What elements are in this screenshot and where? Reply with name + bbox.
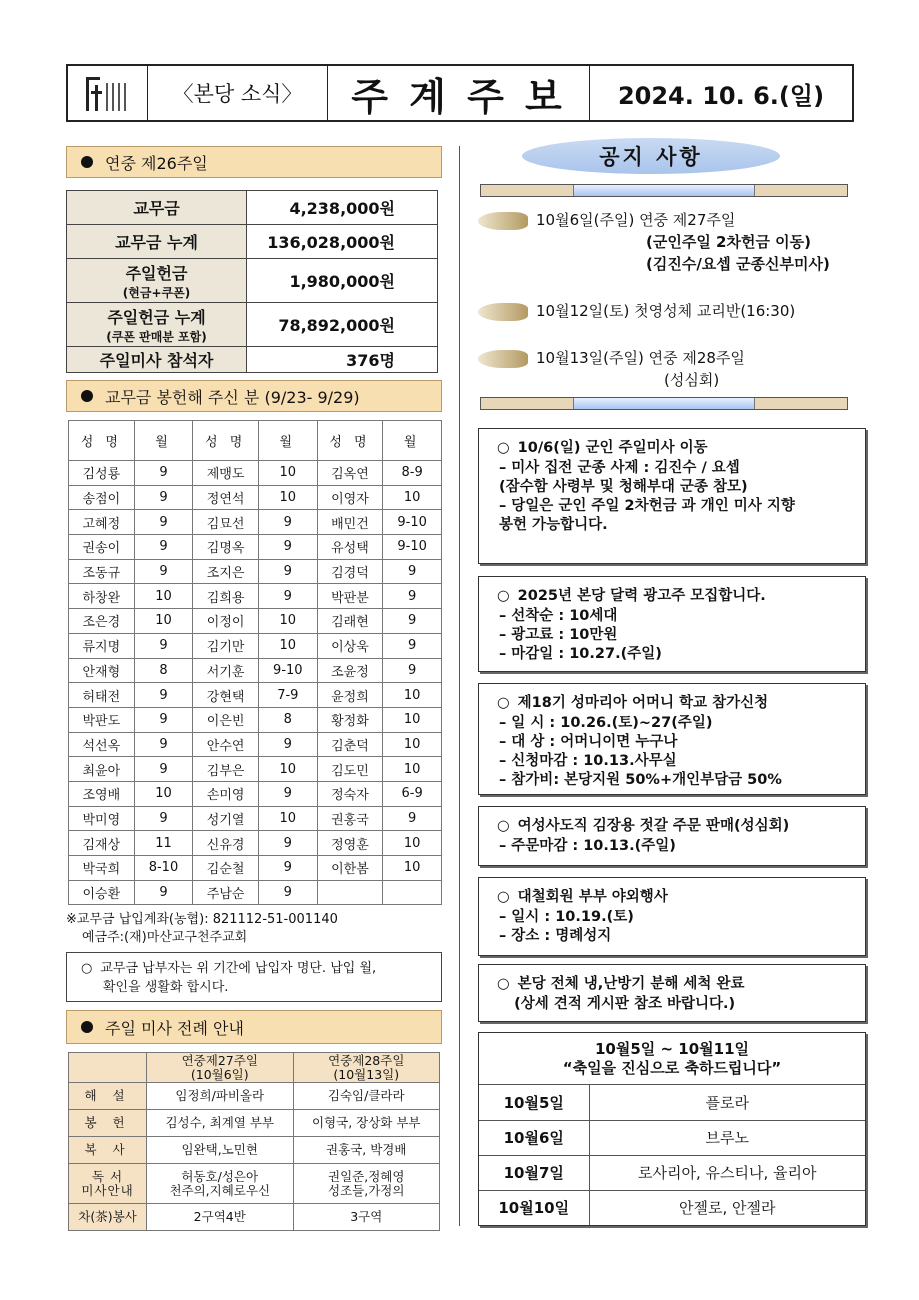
finance-label: 교무금 [67, 191, 247, 225]
donor-name: 조지은 [193, 559, 259, 584]
notice-box-item: – 참가비: 본당지원 50%+개인부담금 50% [499, 772, 782, 788]
donor-row [69, 781, 442, 806]
notice-box-item: – 주문마감 : 10.13.(주일) [499, 838, 676, 854]
donor-name: 송점이 [69, 485, 135, 510]
liturgy-cell: 2구역4반 [147, 1204, 294, 1231]
donor-name: 김명옥 [193, 535, 259, 560]
donor-name: 김옥연 [317, 461, 383, 486]
donor-name: 김경덕 [317, 559, 383, 584]
cell-line: 성조들,가정의 [328, 1182, 405, 1198]
donor-row [69, 485, 442, 510]
donor-row [69, 633, 442, 658]
donor-month: 9 [134, 535, 193, 560]
parish-logo [68, 66, 148, 120]
account-holder: 예금주:(재)마산교구천주교회 [82, 930, 248, 945]
donor-name: 조윤정 [317, 658, 383, 683]
notice-box-title: 본당 전체 냉,난방기 분해 세척 완료 [517, 976, 745, 992]
donor-row [69, 658, 442, 683]
cell-line: 허동호/성은아 [181, 1168, 259, 1184]
notice-box [478, 683, 866, 795]
donor-month: 9 [134, 757, 193, 782]
donor-header: 월 [258, 421, 317, 461]
event-item [536, 300, 795, 322]
donor-name: 정영훈 [317, 831, 383, 856]
donor-name: 권홍국 [317, 806, 383, 831]
finance-sublabel: (쿠폰 판매분 포함) [106, 329, 207, 344]
donor-month: 9 [383, 559, 442, 584]
event-bullet-icon [478, 303, 528, 321]
event-bullet-icon [478, 350, 528, 368]
donor-row [69, 510, 442, 535]
donor-month: 10 [383, 707, 442, 732]
circle-bullet-icon: ○ [81, 961, 93, 976]
donor-name: 석선옥 [69, 732, 135, 757]
finance-value: 376명 [247, 347, 438, 373]
donor-header: 월 [134, 421, 193, 461]
donor-month: 10 [258, 485, 317, 510]
liturgy-cell: 임완택,노민현 [147, 1137, 294, 1164]
notice-box-item: – 선착순 : 10세대 [499, 608, 618, 624]
donor-row [69, 559, 442, 584]
bullet-icon [81, 156, 93, 168]
bulletin-header [66, 64, 854, 122]
liturgy-cell: 김숙임/클라라 [293, 1083, 440, 1110]
donor-month: 9 [258, 510, 317, 535]
notice-box-item: – 마감일 : 10.27.(주일) [499, 646, 662, 662]
circle-bullet-icon: ○ [497, 695, 510, 711]
liturgy-corner [69, 1053, 147, 1083]
notice-box [478, 576, 866, 672]
notice-box-title: 대철회원 부부 야외행사 [517, 889, 668, 905]
bulletin-date: 2024. 10. 6.(일) [617, 81, 825, 110]
donor-month: 10 [258, 609, 317, 634]
event-line: 10월13일(주일) 연중 제28주일 [536, 349, 745, 367]
account-info [66, 911, 338, 947]
note-line: 확인을 생활화 합시다. [103, 980, 229, 995]
donor-name: 주남순 [193, 880, 259, 905]
donor-month: 10 [258, 806, 317, 831]
donor-header: 성 명 [317, 421, 383, 461]
donor-month: 9 [258, 831, 317, 856]
donor-row [69, 609, 442, 634]
donor-row [69, 732, 442, 757]
donor-month: 9 [134, 806, 193, 831]
notice-box-item: (상세 견적 게시판 참조 바랍니다.) [499, 996, 736, 1012]
donor-month: 9-10 [383, 535, 442, 560]
donor-month: 9-10 [258, 658, 317, 683]
donor-month: 11 [134, 831, 193, 856]
donor-month: 9 [134, 461, 193, 486]
donor-row [69, 856, 442, 881]
liturgy-role: 해 설 [69, 1083, 147, 1110]
donor-name: 윤정희 [317, 683, 383, 708]
liturgy-title: 주일 미사 전례 안내 [105, 1018, 244, 1038]
liturgy-role: 봉 헌 [69, 1110, 147, 1137]
event-line: (군인주일 2차헌금 이동) [646, 233, 812, 251]
notice-box [478, 877, 866, 956]
donor-row [69, 757, 442, 782]
notice-box-item: – 일시 : 10.19.(토) [499, 909, 634, 925]
donor-name: 최윤아 [69, 757, 135, 782]
donor-month: 8-9 [383, 461, 442, 486]
donor-month: 9 [134, 633, 193, 658]
notice-box-item: – 미사 집전 군종 사제 : 김진수 / 요셉 [499, 460, 740, 476]
donor-name: 박판도 [69, 707, 135, 732]
notice-divider-bar [480, 184, 848, 197]
donor-name: 권송이 [69, 535, 135, 560]
notice-box [478, 428, 866, 564]
notice-box-item: – 일 시 : 10.26.(토)~27(주일) [499, 715, 713, 731]
bulletin-title: 주 계 주 보 [328, 66, 590, 120]
liturgy-role: 차(茶)봉사 [69, 1204, 147, 1231]
donor-month: 10 [258, 757, 317, 782]
donor-name: 안재형 [69, 658, 135, 683]
donor-month: 8 [134, 658, 193, 683]
donor-month: 9 [383, 584, 442, 609]
role-line: 미사안내 [81, 1182, 134, 1198]
donor-month: 9 [258, 584, 317, 609]
donor-name: 조은경 [69, 609, 135, 634]
finance-value: 1,980,000원 [247, 259, 438, 303]
finance-label: 교무금 누계 [67, 225, 247, 259]
donor-name: 김기만 [193, 633, 259, 658]
notice-box-item: (잠수함 사령부 및 청해부대 군종 참모) [499, 479, 748, 495]
donor-month: 9 [258, 559, 317, 584]
donor-month: 9 [383, 658, 442, 683]
donor-name: 제맹도 [193, 461, 259, 486]
finance-table [66, 190, 438, 373]
donor-row [69, 535, 442, 560]
notice-box-item: – 광고료 : 10만원 [499, 627, 618, 643]
liturgy-role: 복 사 [69, 1137, 147, 1164]
donor-header: 성 명 [69, 421, 135, 461]
feast-row [479, 1120, 865, 1155]
circle-bullet-icon: ○ [497, 588, 510, 604]
donor-month: 10 [134, 584, 193, 609]
finance-label: 주일헌금 누계 [107, 307, 206, 327]
donors-table [68, 420, 442, 905]
donor-month: 9 [134, 485, 193, 510]
liturgy-cell: 임정희/파비올라 [147, 1083, 294, 1110]
note-line: 교무금 납부자는 위 기간에 납입자 명단. 납입 월, [100, 961, 377, 976]
donor-name: 배민건 [317, 510, 383, 535]
feast-date: 10월7일 [479, 1155, 589, 1190]
donor-name: 조동규 [69, 559, 135, 584]
donor-name: 류지명 [69, 633, 135, 658]
event-line: 10월12일(토) 첫영성체 교리반(16:30) [536, 302, 796, 320]
donors-title: 교무금 봉헌해 주신 분 (9/23- 9/29) [105, 387, 360, 407]
donor-name: 김희용 [193, 584, 259, 609]
donor-name: 김성룡 [69, 461, 135, 486]
feast-names: 안젤로, 안젤라 [589, 1190, 865, 1225]
donor-name: 유성택 [317, 535, 383, 560]
notice-box-title: 여성사도직 김장용 젓갈 주문 판매(성심회) [517, 818, 790, 834]
notice-box-item: – 장소 : 명례성지 [499, 928, 612, 944]
donor-month: 10 [383, 856, 442, 881]
donor-month: 9 [258, 880, 317, 905]
donor-month: 9 [134, 880, 193, 905]
feast-date: 10월10일 [479, 1190, 589, 1225]
finance-value: 4,238,000원 [247, 191, 438, 225]
donor-name: 조영배 [69, 781, 135, 806]
donor-month: 6-9 [383, 781, 442, 806]
donor-name: 서기훈 [193, 658, 259, 683]
feast-date: 10월6일 [479, 1120, 589, 1155]
bullet-icon [81, 1021, 93, 1033]
notice-box-item: – 당일은 군인 주일 2차헌금 과 개인 미사 지향 [499, 498, 795, 514]
donor-name: 김래현 [317, 609, 383, 634]
notice-box-item: – 신청마감 : 10.13.사무실 [499, 753, 677, 769]
liturgy-table [68, 1052, 440, 1231]
donor-month: 9 [258, 781, 317, 806]
donor-month: 10 [258, 633, 317, 658]
feast-row [479, 1085, 865, 1120]
notice-divider-bar [480, 397, 848, 410]
donor-row [69, 831, 442, 856]
event-line: (김진수/요셉 군종신부미사) [646, 255, 830, 273]
donor-month: 8 [258, 707, 317, 732]
donor-name: 정연석 [193, 485, 259, 510]
donor-row [69, 880, 442, 905]
col-head-line: (10월6일) [190, 1066, 249, 1082]
finance-label-cell [67, 303, 247, 347]
notice-box-title: 10/6(일) 군인 주일미사 이동 [517, 440, 708, 456]
donor-month: 9 [258, 732, 317, 757]
donor-name: 고혜정 [69, 510, 135, 535]
liturgy-cell [293, 1164, 440, 1204]
event-line: 10월6일(주일) 연중 제27주일 [536, 211, 736, 229]
liturgy-title-bar [66, 1010, 442, 1044]
cross-logo-icon [82, 73, 134, 113]
donor-month: 9 [258, 535, 317, 560]
feast-greeting: “축일을 진심으로 축하드립니다” [562, 1059, 782, 1077]
finance-value: 136,028,000원 [247, 225, 438, 259]
notice-box-title: 2025년 본당 달력 광고주 모집합니다. [517, 588, 766, 604]
donor-name: 김도민 [317, 757, 383, 782]
event-item [536, 347, 745, 391]
feast-names: 브루노 [589, 1120, 865, 1155]
donor-month: 10 [134, 781, 193, 806]
liturgy-cell: 이형국, 장상화 부부 [293, 1110, 440, 1137]
bullet-icon [81, 390, 93, 402]
liturgy-role [69, 1164, 147, 1204]
finance-title: 연중 제26주일 [105, 153, 208, 173]
donor-name: 박국희 [69, 856, 135, 881]
donor-month: 10 [134, 609, 193, 634]
donor-name: 이영자 [317, 485, 383, 510]
finance-sublabel: (현금+쿠폰) [122, 285, 191, 300]
event-line: (성심회) [664, 371, 720, 389]
donor-name: 김춘덕 [317, 732, 383, 757]
donor-header: 성 명 [193, 421, 259, 461]
donor-month: 9 [134, 683, 193, 708]
donor-month: 10 [383, 732, 442, 757]
notice-box [478, 964, 866, 1022]
cell-line: 권일준,정혜영 [328, 1168, 405, 1184]
donor-name: 성기열 [193, 806, 259, 831]
feast-names: 로사리아, 유스티나, 율리아 [589, 1155, 865, 1190]
donor-name: 이은빈 [193, 707, 259, 732]
cell-line: 천주의,지혜로우신 [169, 1182, 271, 1198]
liturgy-cell: 권홍국, 박경배 [293, 1137, 440, 1164]
notice-box [478, 806, 866, 866]
feast-row [479, 1155, 865, 1190]
donor-month: 10 [383, 683, 442, 708]
circle-bullet-icon: ○ [497, 976, 510, 992]
donor-name: 이승환 [69, 880, 135, 905]
section-label: 〈본당 소식〉 [148, 66, 328, 120]
donor-month: 9-10 [383, 510, 442, 535]
feast-row [479, 1190, 865, 1225]
col-head-line: 연중제27주일 [181, 1052, 258, 1068]
donor-row [69, 806, 442, 831]
liturgy-cell [147, 1164, 294, 1204]
donor-month: 9 [383, 609, 442, 634]
feast-date: 10월5일 [479, 1085, 589, 1120]
event-item [536, 209, 830, 275]
feast-range: 10월5일 ~ 10월11일 [594, 1040, 750, 1058]
circle-bullet-icon: ○ [497, 818, 510, 834]
donor-month [383, 880, 442, 905]
donor-month: 10 [258, 461, 317, 486]
donor-name: 손미영 [193, 781, 259, 806]
donor-name: 김부은 [193, 757, 259, 782]
donor-month: 9 [134, 732, 193, 757]
donor-month: 10 [383, 485, 442, 510]
donor-name: 강현택 [193, 683, 259, 708]
notice-title: 공지 사항 [522, 138, 780, 174]
donor-month: 9 [383, 806, 442, 831]
liturgy-cell: 김성수, 최계열 부부 [147, 1110, 294, 1137]
donor-name: 안수연 [193, 732, 259, 757]
donor-note-box [66, 952, 442, 1002]
finance-label-cell [67, 259, 247, 303]
account-line: ※교무금 납입계좌(농협): 821112-51-001140 [66, 912, 338, 927]
liturgy-col-head [293, 1053, 440, 1083]
donor-month: 7-9 [258, 683, 317, 708]
donor-row [69, 707, 442, 732]
donor-month: 9 [134, 510, 193, 535]
donor-name: 이한봄 [317, 856, 383, 881]
donor-name [317, 880, 383, 905]
col-head-line: 연중제28주일 [328, 1052, 405, 1068]
donor-name: 박미영 [69, 806, 135, 831]
donor-name: 신유경 [193, 831, 259, 856]
donor-month: 10 [383, 757, 442, 782]
donor-row [69, 584, 442, 609]
finance-title-bar [66, 146, 442, 178]
liturgy-col-head [147, 1053, 294, 1083]
event-bullet-icon [478, 212, 528, 230]
donor-name: 이상욱 [317, 633, 383, 658]
finance-label: 주일미사 참석자 [67, 347, 247, 373]
donor-name: 정숙자 [317, 781, 383, 806]
donor-month: 9 [383, 633, 442, 658]
donor-name: 김순철 [193, 856, 259, 881]
notice-box-item: 봉헌 가능합니다. [499, 517, 608, 533]
column-divider [459, 146, 460, 1226]
notice-box-item: – 대 상 : 어머니이면 누구나 [499, 734, 678, 750]
col-head-line: (10월13일) [333, 1066, 400, 1082]
circle-bullet-icon: ○ [497, 889, 510, 905]
donor-name: 허태전 [69, 683, 135, 708]
donor-month: 9 [134, 559, 193, 584]
donor-name: 김묘선 [193, 510, 259, 535]
donor-name: 김재상 [69, 831, 135, 856]
donor-row [69, 461, 442, 486]
feast-box [478, 1032, 866, 1226]
donor-name: 하창완 [69, 584, 135, 609]
liturgy-cell: 3구역 [293, 1204, 440, 1231]
donor-name: 황정화 [317, 707, 383, 732]
feast-header [479, 1033, 865, 1085]
donor-month: 8-10 [134, 856, 193, 881]
donor-month: 9 [258, 856, 317, 881]
finance-label: 주일헌금 [125, 263, 188, 283]
donor-name: 박판분 [317, 584, 383, 609]
donor-header: 월 [383, 421, 442, 461]
donor-row [69, 683, 442, 708]
donors-title-bar [66, 380, 442, 412]
role-line: 독 서 [91, 1168, 124, 1184]
feast-table [479, 1085, 865, 1225]
finance-value: 78,892,000원 [247, 303, 438, 347]
notice-box-title: 제18기 성마리아 어머니 학교 참가신청 [517, 695, 769, 711]
donor-month: 9 [134, 707, 193, 732]
donor-month: 10 [383, 831, 442, 856]
circle-bullet-icon: ○ [497, 440, 510, 456]
feast-names: 플로라 [705, 1093, 749, 1112]
donor-name: 이정이 [193, 609, 259, 634]
